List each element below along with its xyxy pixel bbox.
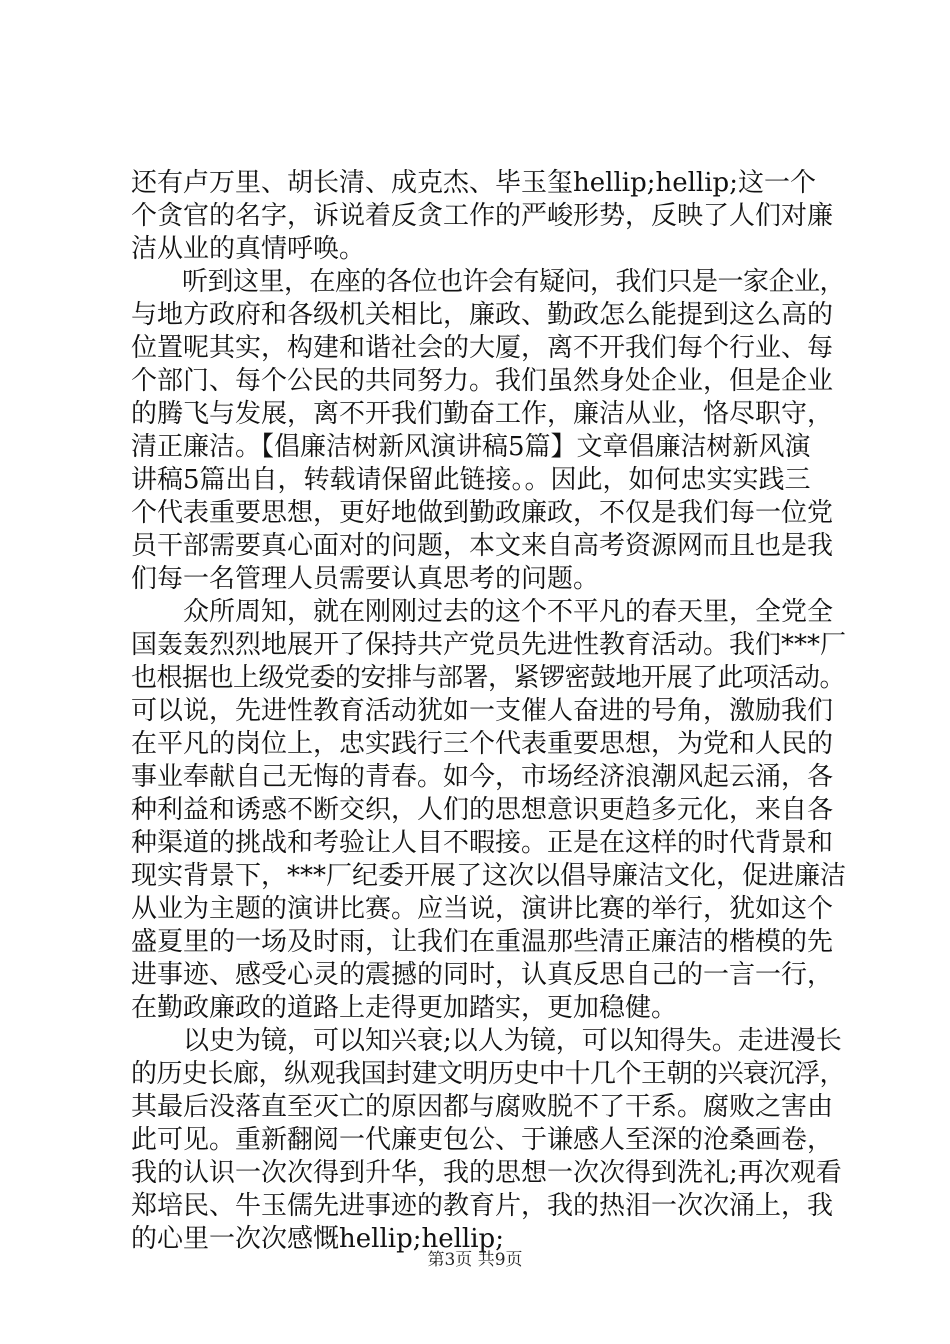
text-line: 的历史长廊，纵观我国封建文明历史中十几个王朝的兴衰沉浮，: [131, 1059, 846, 1089]
body-text: [131, 167, 851, 1256]
text-line: 还有卢万里、胡长清、成克杰、毕玉玺hellip;hellip;这一个: [131, 168, 816, 198]
text-line: 以史为镜，可以知兴衰;以人为镜，可以知得失。走进漫长: [131, 1026, 842, 1056]
text-line: 在平凡的岗位上，忠实践行三个代表重要思想，为党和人民的: [131, 729, 834, 759]
text-line: 种渠道的挑战和考验让人目不暇接。正是在这样的时代背景和: [131, 828, 834, 858]
text-line: 个部门、每个公民的共同努力。我们虽然身处企业，但是企业: [131, 366, 834, 396]
text-line: 个贪官的名字，诉说着反贪工作的严峻形势，反映了人们对廉: [131, 201, 834, 231]
text-line: 进事迹、感受心灵的震撼的同时，认真反思自己的一言一行，: [131, 960, 834, 990]
text-line: 听到这里，在座的各位也许会有疑问，我们只是一家企业，: [131, 267, 846, 297]
text-line: 国轰轰烈烈地展开了保持共产党员先进性教育活动。我们***厂: [131, 630, 847, 660]
text-line: 与地方政府和各级机关相比，廉政、勤政怎么能提到这么高的: [131, 300, 834, 330]
text-line: 其最后没落直至灭亡的原因都与腐败脱不了干系。腐败之害由: [131, 1092, 834, 1122]
text-line: 郑培民、牛玉儒先进事迹的教育片，我的热泪一次次涌上，我: [131, 1191, 834, 1221]
text-line: 的心里一次次感慨hellip;hellip;: [131, 1224, 504, 1254]
text-line: 个代表重要思想，更好地做到勤政廉政，不仅是我们每一位党: [131, 498, 834, 528]
text-line: 现实背景下，***厂纪委开展了这次以倡导廉洁文化，促进廉洁: [131, 861, 847, 891]
text-line: 众所周知，就在刚刚过去的这个不平凡的春天里，全党全: [131, 597, 834, 627]
text-line: 员干部需要真心面对的问题，本文来自高考资源网而且也是我: [131, 531, 834, 561]
text-line: 的腾飞与发展，离不开我们勤奋工作，廉洁从业，恪尽职守，: [131, 399, 834, 429]
text-line: 我的认识一次次得到升华，我的思想一次次得到洗礼;再次观看: [131, 1158, 842, 1188]
text-line: 清正廉洁。【倡廉洁树新风演讲稿5篇】文章倡廉洁树新风演: [131, 432, 811, 462]
text-line: 可以说，先进性教育活动犹如一支催人奋进的号角，激励我们: [131, 696, 834, 726]
text-line: 此可见。重新翻阅一代廉吏包公、于谦感人至深的沧桑画卷，: [131, 1125, 834, 1155]
text-line: 从业为主题的演讲比赛。应当说，演讲比赛的举行，犹如这个: [131, 894, 834, 924]
text-line: 们每一名管理人员需要认真思考的问题。: [131, 564, 600, 594]
text-line: 盛夏里的一场及时雨，让我们在重温那些清正廉洁的楷模的先: [131, 927, 834, 957]
text-line: 事业奉献自己无悔的青春。如今，市场经济浪潮风起云涌，各: [131, 762, 834, 792]
page-number-footer: 第3页 共9页: [427, 1250, 523, 1270]
text-line: 位置呢其实，构建和谐社会的大厦，离不开我们每个行业、每: [131, 333, 834, 363]
text-line: 也根据也上级党委的安排与部署，紧锣密鼓地开展了此项活动。: [131, 663, 846, 693]
text-line: 讲稿5篇出自，转载请保留此链接。。因此，如何忠实实践三: [131, 465, 811, 495]
text-line: 种利益和诱惑不断交织，人们的思想意识更趋多元化，来自各: [131, 795, 834, 825]
text-line: 洁从业的真情呼唤。: [131, 234, 366, 264]
text-line: 在勤政廉政的道路上走得更加踏实，更加稳健。: [131, 993, 678, 1023]
